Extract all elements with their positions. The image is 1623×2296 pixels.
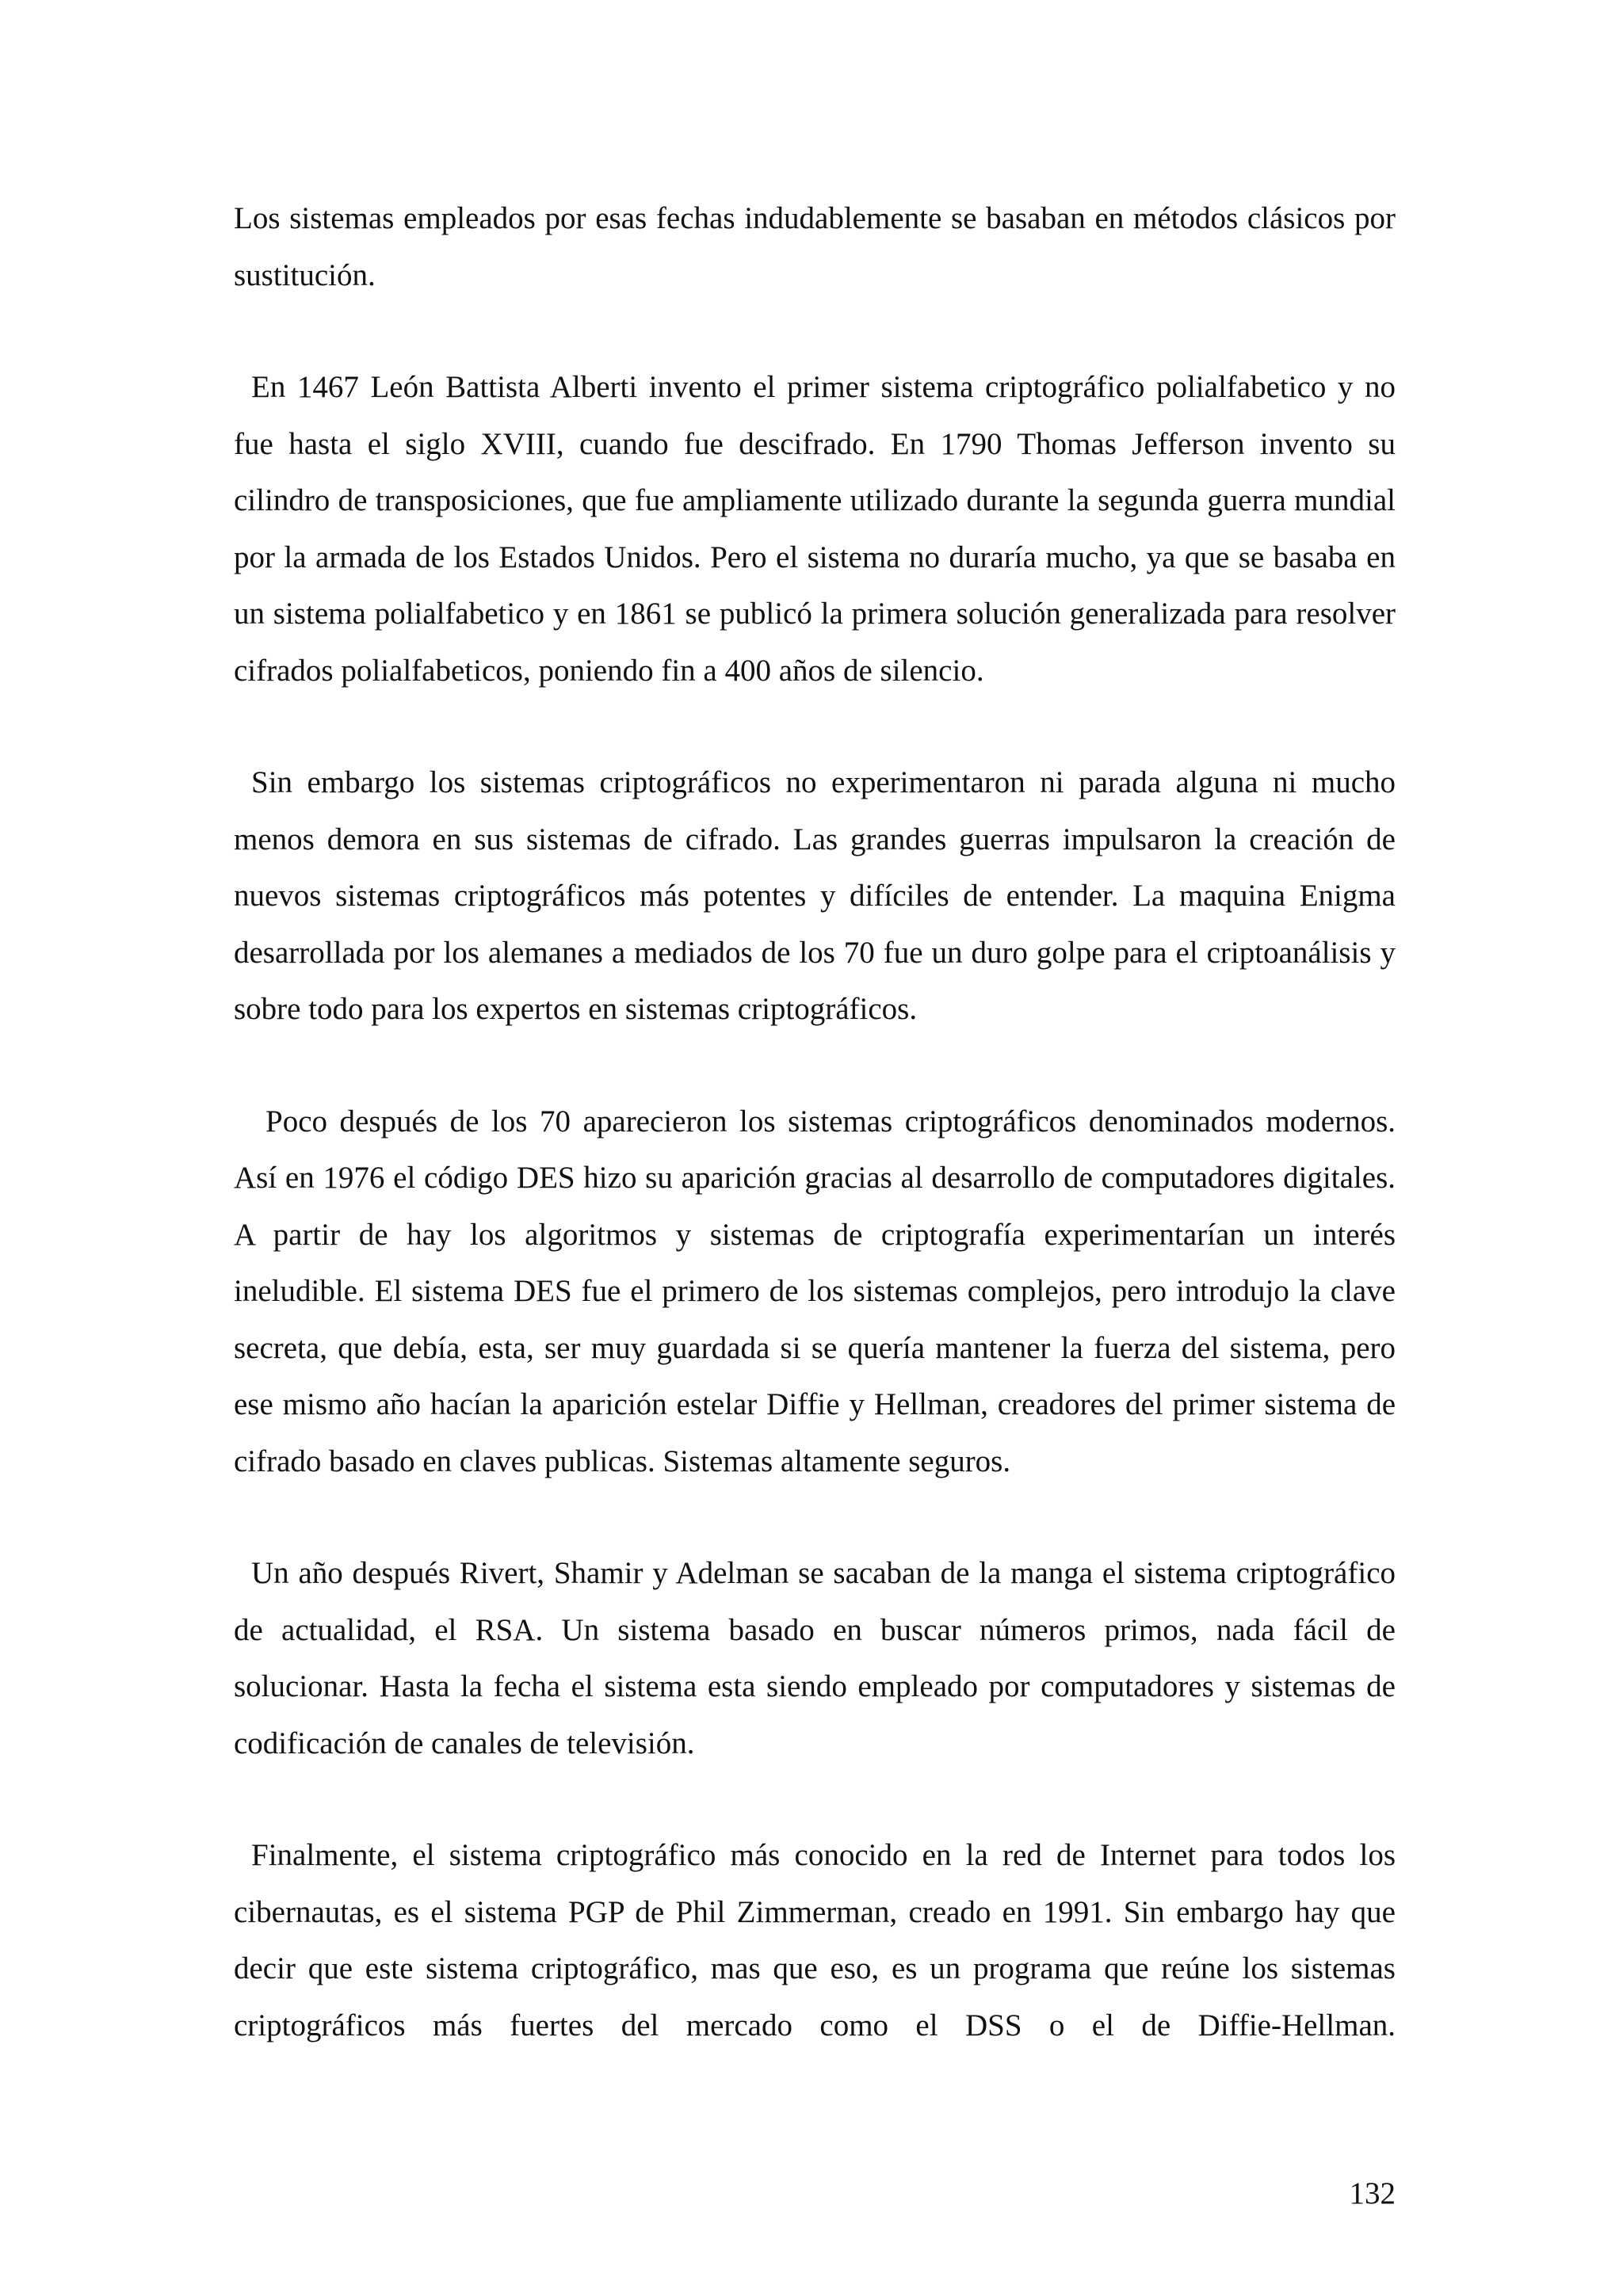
document-page (234, 190, 1396, 2054)
paragraph-enigma: Sin embargo los sistemas criptográficos no experimentaron ni parada alguna ni mucho menos demora en sus sistemas de cifrado. Las grandes guerras impulsaron la creación de nuevos sistemas criptográficos más potentes y difíciles de entender. La maquina Enigma desarrollada por los alemanes a mediados de los 70 fue un duro golpe para el criptoanálisis y sobre todo para los expertos en sistemas criptográficos. (234, 765, 1396, 1026)
paragraph-classical-methods: Los sistemas empleados por esas fechas indudablemente se basaban en métodos clásicos por sustitución. (234, 201, 1396, 292)
page-number: 132 (1349, 2176, 1396, 2210)
paragraph-alberti-jefferson: En 1467 León Battista Alberti invento el primer sistema criptográfico polialfabetico y no fue hasta el siglo XVIII, cuando fue descifrado. En 1790 Thomas Jefferson invento su cilindro de transposiciones, que fue ampliamente utilizado durante la segunda guerra mundial por la armada de los Estados Unidos. Pero el sistema no duraría mucho, ya que se basaba en un sistema polialfabetico y en 1861 se publicó la primera solución generalizada para resolver cifrados polialfabeticos, poniendo fin a 400 años de silencio. (234, 370, 1396, 688)
paragraph-des-diffie-hellman: Poco después de los 70 aparecieron los sistemas criptográficos denominados modernos. Así en 1976 el código DES hizo su aparición gracias al desarrollo de computadores digitales. A partir de hay los algoritmos y sistemas de criptografía experimentarían un interés ineludible. El sistema DES fue el primero de los sistemas complejos, pero introdujo la clave secreta, que debía, esta, ser muy guardada si se quería mantener la fuerza del sistema, pero ese mismo año hacían la aparición estelar Diffie y Hellman, creadores del primer sistema de cifrado basado en claves publicas. Sistemas altamente seguros. (234, 1104, 1396, 1478)
paragraph-pgp: Finalmente, el sistema criptográfico más conocido en la red de Internet para todos los cibernautas, es el sistema PGP de Phil Zimmerman, creado en 1991. Sin embargo hay que decir que este sistema criptográfico, mas que eso, es un programa que reúne los sistemas criptográficos más fuertes del mercado como el DSS o el de Diffie-Hellman. (234, 1838, 1396, 2042)
paragraph-rsa: Un año después Rivert, Shamir y Adelman se sacaban de la manga el sistema criptográfico de actualidad, el RSA. Un sistema basado en buscar números primos, nada fácil de solucionar. Hasta la fecha el sistema esta siendo empleado por computadores y sistemas de codificación de canales de televisión. (234, 1556, 1396, 1760)
